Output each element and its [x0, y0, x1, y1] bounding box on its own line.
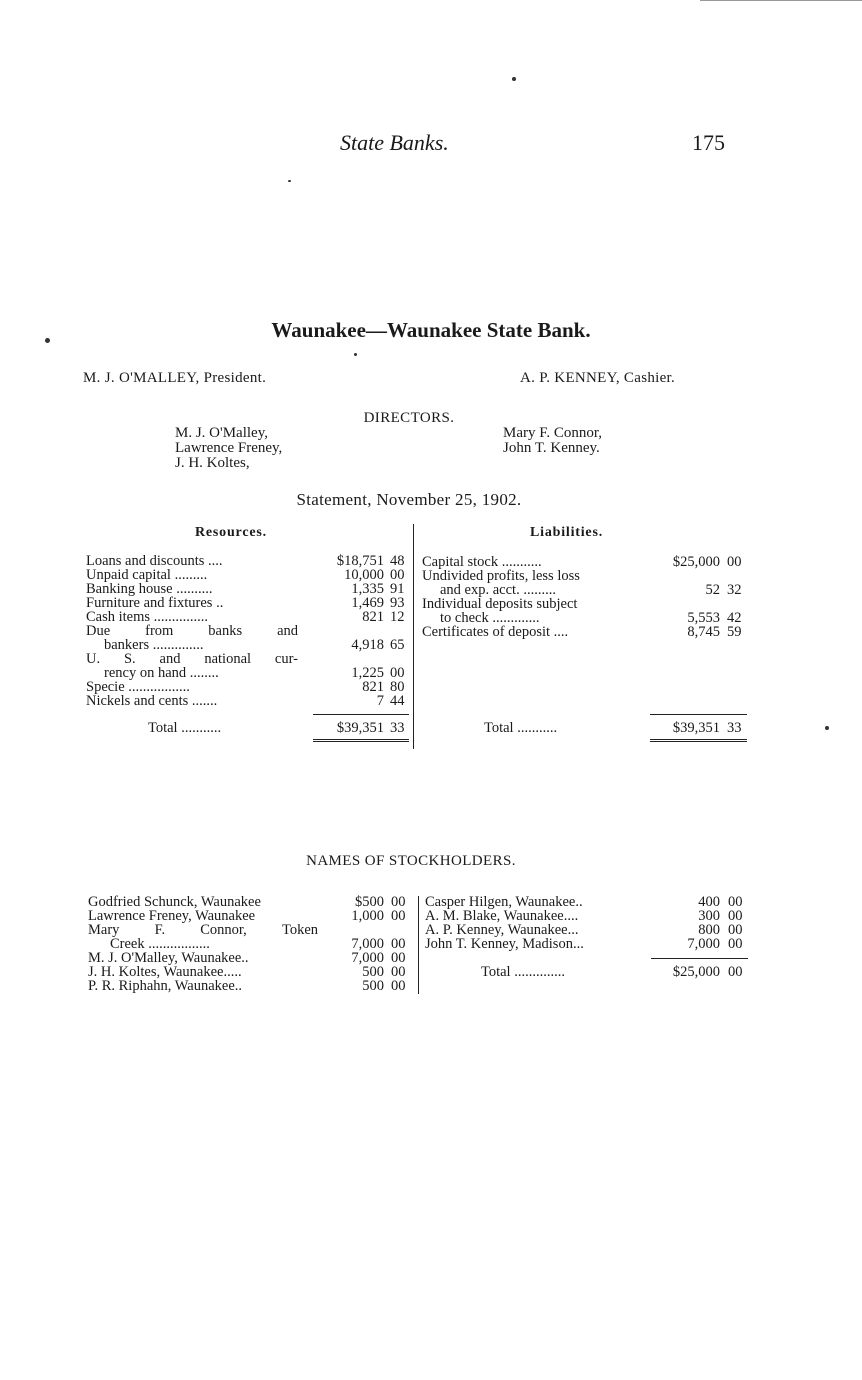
stockholders-subtotal-rule [651, 958, 748, 959]
resource-row-dollars: 10,000 [344, 567, 384, 583]
stockholders-heading: NAMES OF STOCKHOLDERS. [306, 853, 516, 869]
resources-total-cents: 33 [390, 720, 405, 736]
liability-row-cents: 00 [727, 554, 742, 570]
liability-row-cents: 32 [727, 582, 742, 598]
liability-row-dollars: 8,745 [687, 624, 720, 640]
resources-total-rule [313, 739, 409, 742]
stockholders-total-dollars: $25,000 [672, 964, 720, 980]
resources-total-label: Total ........... [148, 720, 222, 736]
stockholder-row-cents: 00 [391, 908, 406, 924]
stockholder-row-dollars: 500 [362, 978, 384, 994]
resource-row-dollars: 821 [362, 679, 384, 695]
liability-row-cents: 59 [727, 624, 742, 640]
resource-row-dollars: 1,469 [351, 595, 384, 611]
liabilities-subtotal-rule [650, 714, 747, 715]
stockholder-row-label: Mary F. Connor, Token [88, 922, 318, 938]
resource-row-dollars: $18,751 [336, 553, 384, 569]
stockholder-row-dollars: 7,000 [687, 936, 720, 952]
liabilities-total-label: Total ........... [484, 720, 558, 736]
stockholder-row-cents: 00 [391, 894, 406, 910]
liability-row-label: Certificates of deposit .... [422, 624, 569, 640]
stockholders-total-label: Total .............. [481, 964, 565, 980]
resources-heading: Resources. [195, 525, 267, 540]
resource-row-dollars: 4,918 [351, 637, 384, 653]
resource-row-cents: 65 [390, 637, 405, 653]
stockholder-row-cents: 00 [728, 922, 743, 938]
liability-row-label: Individual deposits subject [422, 596, 578, 612]
resources-total-dollars: $39,351 [336, 720, 384, 736]
cashier-line: A. P. KENNEY, Cashier. [520, 370, 676, 386]
resource-row-label: Due from banks and [86, 623, 298, 639]
stockholder-row-label: A. P. Kenney, Waunakee... [425, 922, 579, 938]
liabilities-total-cents: 33 [727, 720, 742, 736]
resource-row-dollars: 1,335 [351, 581, 384, 597]
stockholder-row-dollars: 1,000 [351, 908, 384, 924]
stockholder-row-cents: 00 [391, 978, 406, 994]
resource-row-label: Banking house .......... [86, 581, 213, 597]
stockholder-row-dollars: 7,000 [351, 950, 384, 966]
liability-row-label: Capital stock ........... [422, 554, 542, 570]
stockholder-row-label: J. H. Koltes, Waunakee..... [88, 964, 242, 980]
stockholder-row-cents: 00 [728, 936, 743, 952]
resource-row-cents: 80 [390, 679, 405, 695]
president-line: M. J. O'MALLEY, President. [83, 370, 267, 386]
resource-row-dollars: 7 [376, 693, 384, 709]
resource-row-label: Specie ................. [86, 679, 190, 695]
stockholder-row-cents: 00 [728, 908, 743, 924]
stockholder-row-label: Godfried Schunck, Waunakee [88, 894, 261, 910]
liability-row-dollars: 52 [705, 582, 720, 598]
director-name: Lawrence Freney, [175, 440, 283, 456]
director-name: John T. Kenney. [503, 440, 600, 456]
page-number: 175 [692, 130, 725, 155]
stockholder-row-dollars: 300 [698, 908, 720, 924]
liabilities-heading: Liabilities. [530, 525, 603, 540]
resource-row-cents: 91 [390, 581, 405, 597]
stockholder-row-label: Lawrence Freney, Waunakee [88, 908, 256, 924]
liability-row-dollars: 5,553 [687, 610, 720, 626]
stockholder-row-dollars: 7,000 [351, 936, 384, 952]
directors-heading: DIRECTORS. [363, 410, 455, 426]
director-name: Mary F. Connor, [503, 425, 603, 441]
resource-row-cents: 44 [390, 693, 405, 709]
resource-row-label: Cash items ............... [86, 609, 209, 625]
resources-subtotal-rule [313, 714, 409, 715]
statement-column-divider [413, 524, 414, 749]
stockholder-row-cents: 00 [391, 950, 406, 966]
resource-row-label: Furniture and fixtures .. [86, 595, 224, 611]
bank-title: Waunakee—Waunakee State Bank. [271, 318, 591, 342]
resource-row-label: Loans and discounts .... [86, 553, 223, 569]
scan-edge-line [700, 0, 862, 1]
directors-right [503, 426, 602, 456]
liability-row-dollars: $25,000 [672, 554, 720, 570]
resource-row-label: Unpaid capital ......... [86, 567, 208, 583]
resource-row-cents: 00 [390, 665, 405, 681]
liabilities-total-rule [650, 739, 747, 742]
stockholder-row-dollars: 500 [362, 964, 384, 980]
stockholder-row-label: A. M. Blake, Waunakee.... [425, 908, 579, 924]
scan-speck [354, 353, 357, 356]
director-name: M. J. O'Malley, [175, 425, 268, 441]
resource-row-label: bankers .............. [104, 637, 204, 653]
resource-row-label: Nickels and cents ....... [86, 693, 218, 709]
running-title: State Banks. [340, 130, 449, 155]
resource-row-dollars: 1,225 [351, 665, 384, 681]
resource-row-cents: 93 [390, 595, 405, 611]
stockholders-total-cents: 00 [728, 964, 743, 980]
liability-row-label: Undivided profits, less loss [422, 568, 580, 584]
stockholder-row-cents: 00 [728, 894, 743, 910]
stockholder-row-label: M. J. O'Malley, Waunakee.. [88, 950, 249, 966]
directors-left [175, 426, 282, 471]
stockholder-row-dollars: $500 [355, 894, 384, 910]
liability-row-cents: 42 [727, 610, 742, 626]
scan-speck [825, 726, 829, 730]
stockholder-row-label: P. R. Riphahn, Waunakee.. [88, 978, 243, 994]
scan-speck [45, 338, 50, 343]
stockholder-row-dollars: 400 [698, 894, 720, 910]
scan-speck [288, 180, 291, 182]
director-name: J. H. Koltes, [175, 455, 250, 471]
stockholder-row-dollars: 800 [698, 922, 720, 938]
stockholders-column-divider [418, 896, 419, 994]
stockholder-row-cents: 00 [391, 936, 406, 952]
resource-row-dollars: 821 [362, 609, 384, 625]
resource-row-cents: 00 [390, 567, 405, 583]
resource-row-cents: 12 [390, 609, 405, 625]
resource-row-label: U. S. and national cur- [86, 651, 298, 667]
resource-row-label: rency on hand ........ [104, 665, 219, 681]
scan-speck [512, 77, 516, 81]
stockholder-row-label: Creek ................. [110, 936, 210, 952]
liabilities-total-dollars: $39,351 [672, 720, 720, 736]
liability-row-label: to check ............. [440, 610, 540, 626]
stockholder-row-cents: 00 [391, 964, 406, 980]
liability-row-label: and exp. acct. ......... [440, 582, 556, 598]
stockholder-row-label: John T. Kenney, Madison... [425, 936, 584, 952]
resource-row-cents: 48 [390, 553, 405, 569]
stockholder-row-label: Casper Hilgen, Waunakee.. [425, 894, 583, 910]
statement-title: Statement, November 25, 1902. [296, 490, 522, 509]
